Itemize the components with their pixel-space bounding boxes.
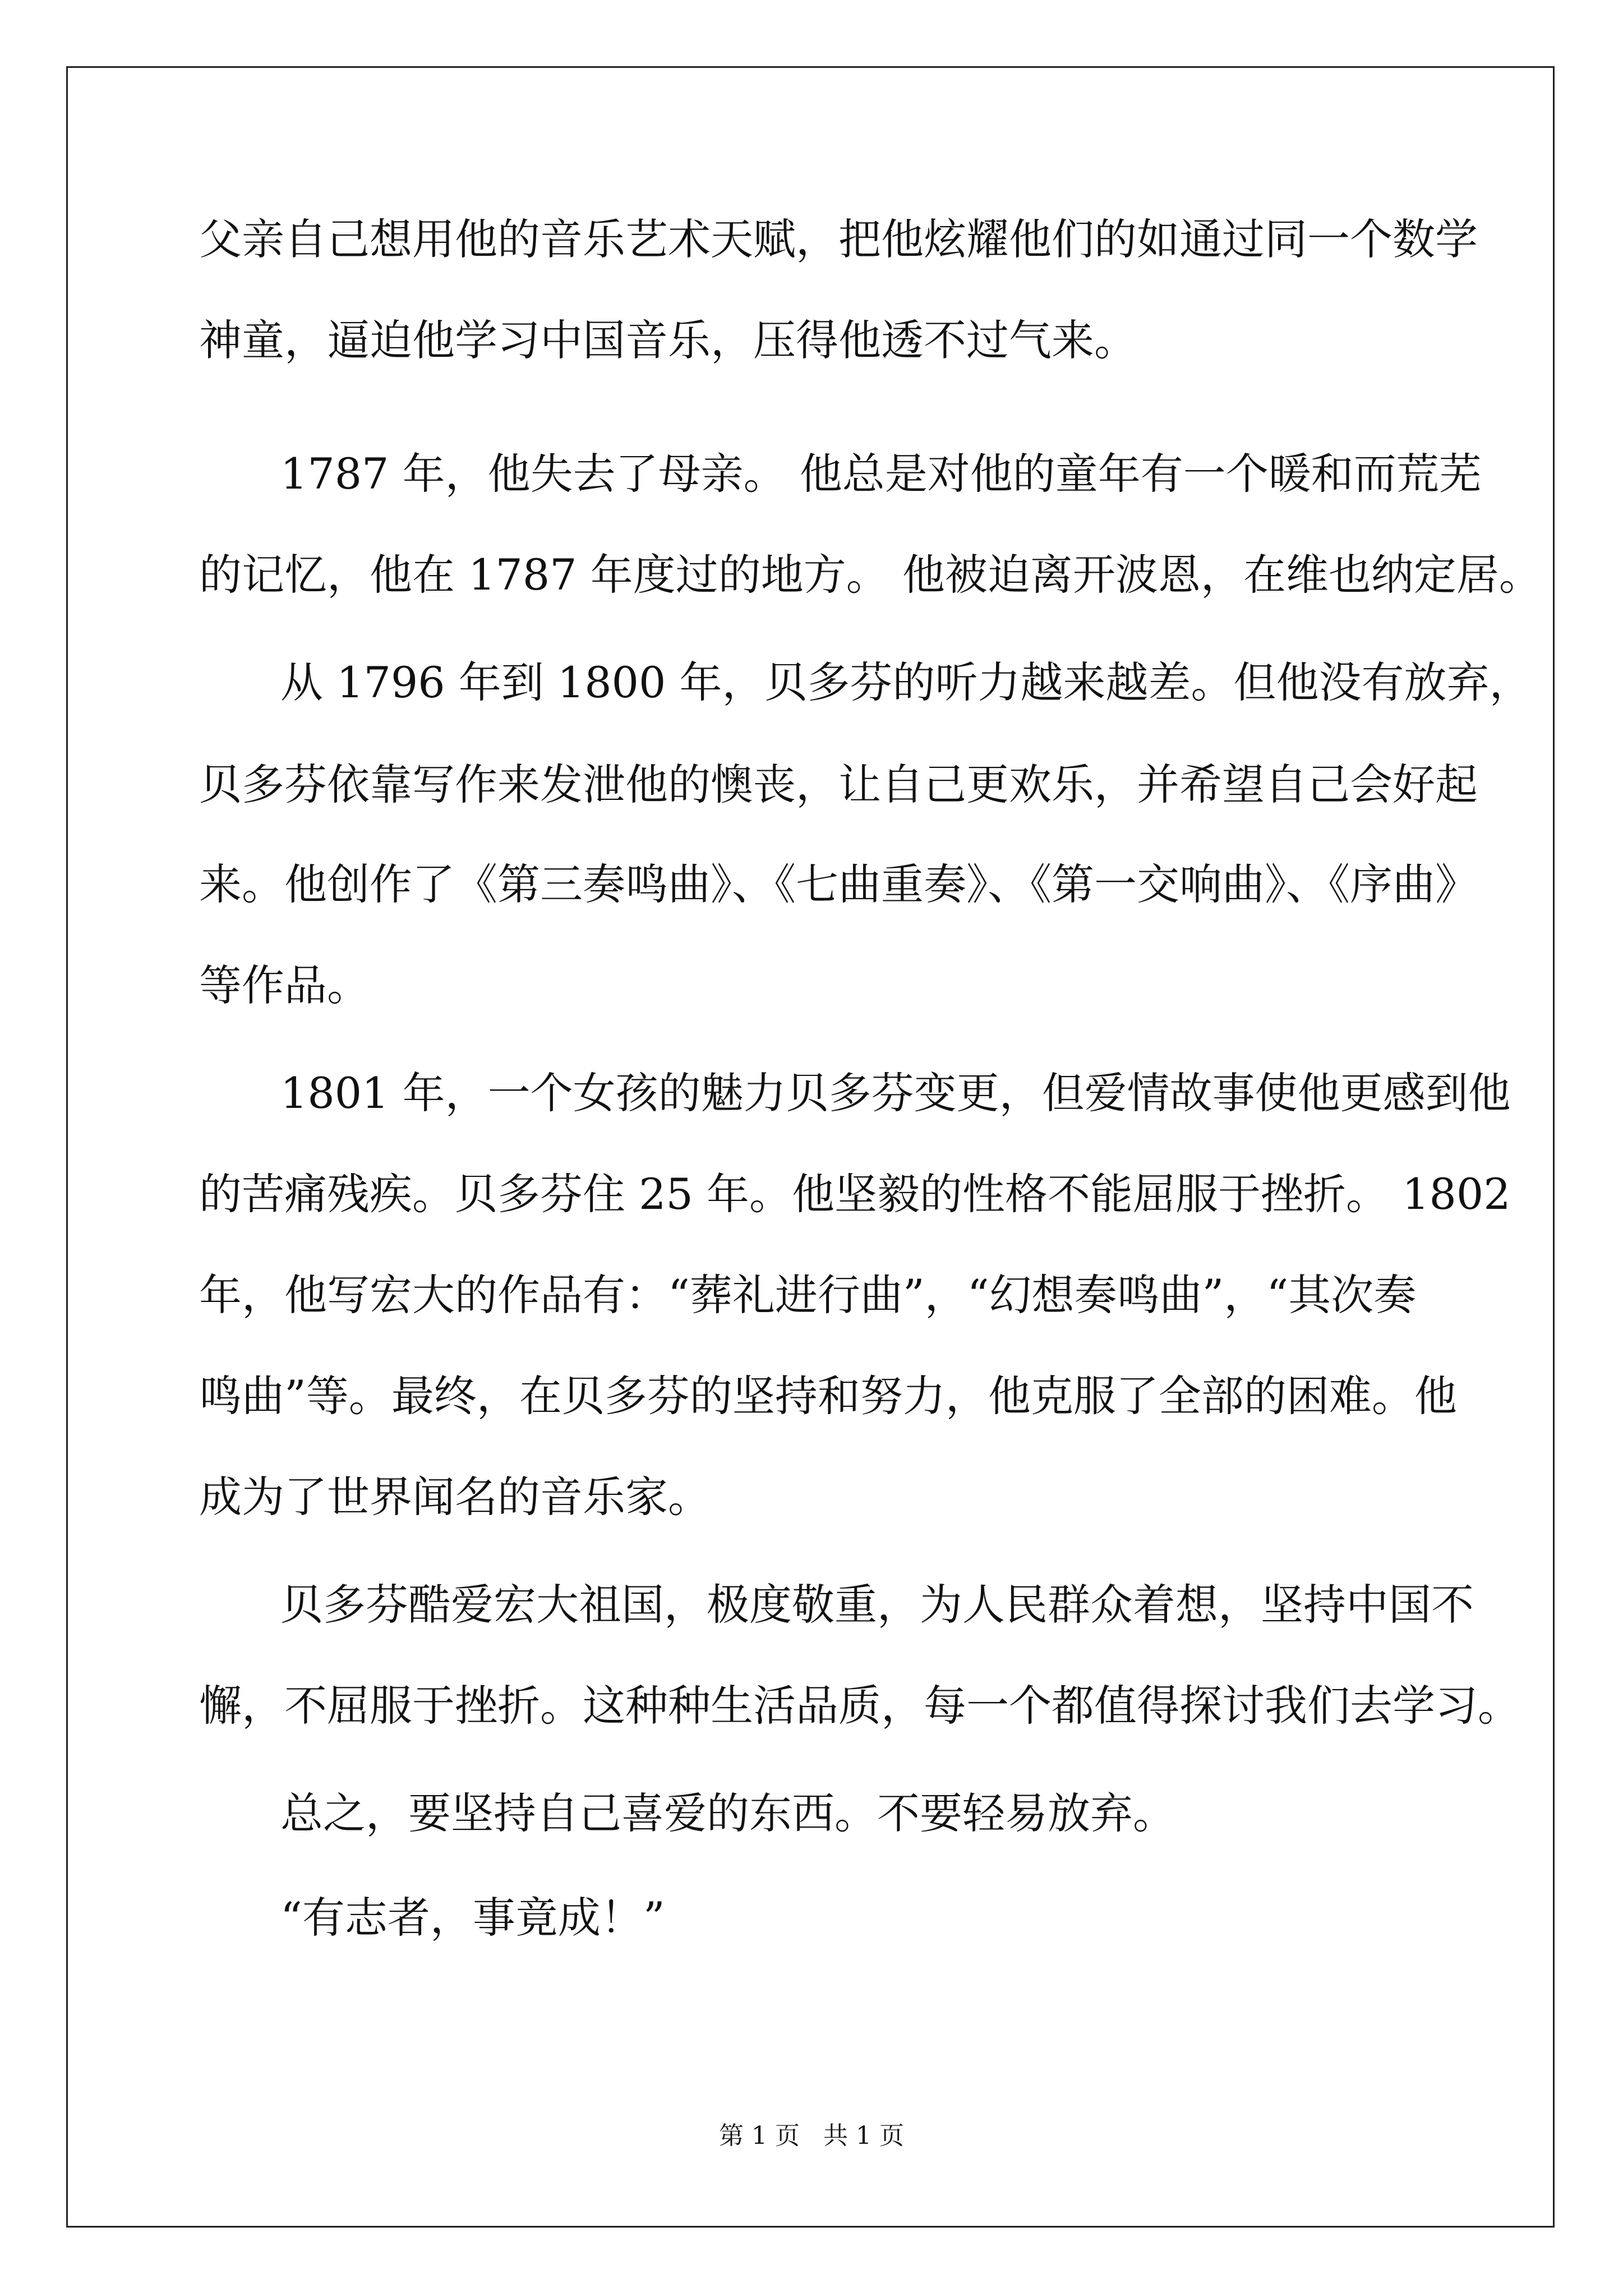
paragraph-start-line: 贝多芬酷爱宏大祖国，极度敬重，为人民群众着想，坚持中国不	[280, 1580, 1474, 1630]
paragraph-start-line: 从 1796 年到 1800 年，贝多芬的听力越来越差。但他没有放弃，	[280, 657, 1532, 707]
text-line: 贝多芬依靠写作来发泄他的懊丧，让自己更欢乐，并希望自己会好起	[199, 760, 1478, 809]
text-line: 父亲自己想用他的音乐艺术天赋，把他炫耀他们的如通过同一个数学	[199, 214, 1478, 264]
paragraph-start-line: 1787 年，他失去了母亲。 他总是对他的童年有一个暖和而荒芜	[280, 449, 1482, 499]
text-line: 懈，不屈服于挫折。这种种生活品质，每一个都值得探讨我们去学习。	[199, 1681, 1520, 1731]
text-line: 年，他写宏大的作品有：“葬礼进行曲”，“幻想奏鸣曲”，“其次奏	[199, 1270, 1417, 1320]
paragraph-start-line: 1801 年，一个女孩的魅力贝多芬变更，但爱情故事使他更感到他	[280, 1068, 1511, 1118]
text-line: 神童，逼迫他学习中国音乐，压得他透不过气来。	[199, 315, 1137, 365]
paragraph-start-line: 总之，要坚持自己喜爱的东西。不要轻易放弃。	[280, 1788, 1175, 1838]
text-line: 来。他创作了《第三奏鸣曲》、《七曲重奏》、《第一交响曲》、《序曲》	[199, 859, 1478, 909]
page-number-footer: 第 1 页 共 1 页	[719, 2122, 904, 2150]
text-line: 的记忆，他在 1787 年度过的地方。 他被迫离开波恩，在维也纳定居。	[199, 550, 1542, 600]
text-line: 的苦痛残疾。贝多芬住 25 年。他坚毅的性格不能屈服于挫折。 1802	[199, 1169, 1511, 1219]
text-line: 鸣曲”等。最终，在贝多芬的坚持和努力，他克服了全部的困难。他	[199, 1371, 1457, 1421]
closing-quote-line: “有志者，事竟成！”	[280, 1893, 665, 1943]
text-line: 成为了世界闻名的音乐家。	[199, 1472, 711, 1522]
text-line: 等作品。	[199, 960, 370, 1010]
